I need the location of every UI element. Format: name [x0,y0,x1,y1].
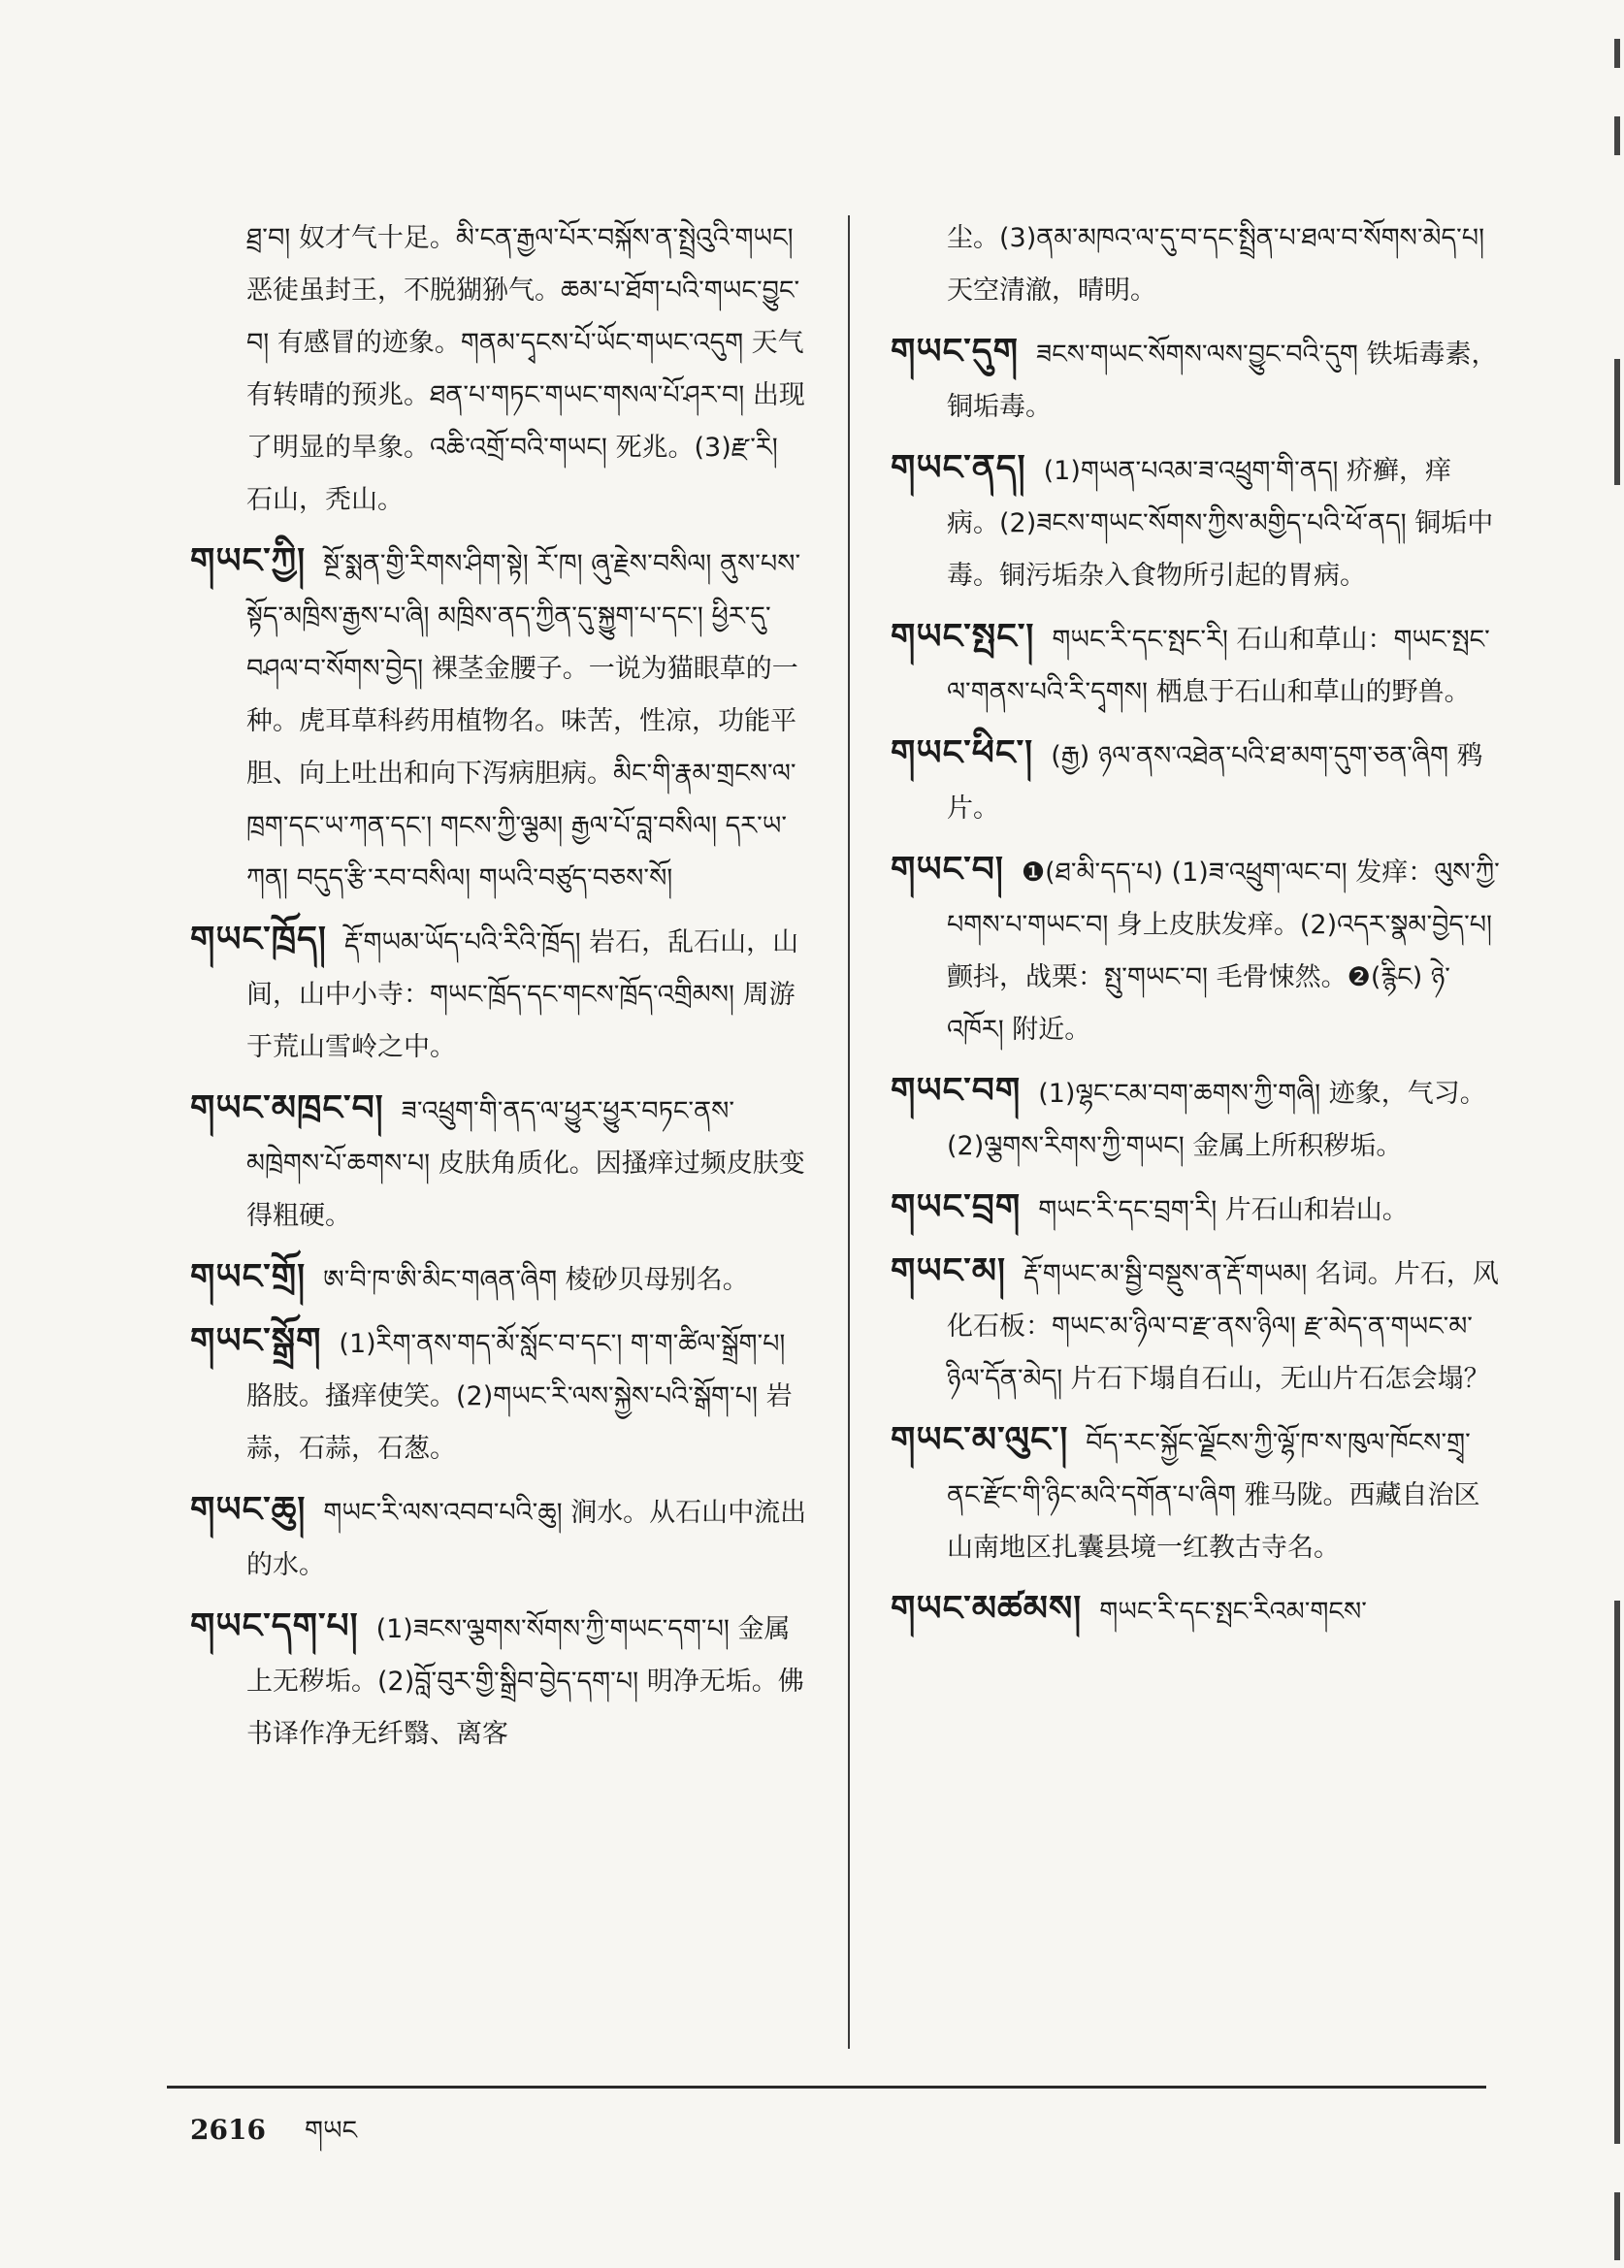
dictionary-entry [190,1315,811,1474]
dictionary-entry [190,1601,811,1760]
entry-headword: གཡང་མ། [891,1251,1007,1291]
right-column [891,211,1502,1647]
dictionary-entry [190,211,811,526]
entry-text: (རྒྱ) ཉལ་ནས་འཐེན་པའི་ཐ་མག་དུག་ཅན་ཞིག 鸦片。 [947,741,1483,824]
entry-headword: གཡང་དག་པ། [190,1606,359,1646]
dictionary-entry [891,1246,1502,1405]
scan-mark [1614,2192,1620,2260]
dictionary-entry [190,535,811,904]
entry-text: ཟ་འཕྲུག་གི་ནད་ལ་ཕྱུར་ཕྱུར་བཏང་ནས་མཁྲེགས་པོ་ཆགས་པ། 皮肤角质化。因搔痒过频皮肤变得粗硬。 [246,1096,805,1231]
dictionary-entry [891,611,1502,718]
entry-headword: གཡང་སྒྲོག [190,1321,322,1361]
dictionary-entry [891,844,1502,1055]
scan-mark [1614,39,1620,68]
entry-headword: གཡང་བག [891,1071,1022,1111]
entry-headword: གཡང་བ། [891,850,1004,890]
entry-headword: གཡང་གྲོ། [190,1257,307,1297]
entry-text: (1)ཟངས་ལྕགས་སོགས་ཀྱི་གཡང་དག་པ། 金属上无秽垢。(2)བློ་བུར་གྱི་སྒྲིབ་བྱེད་དག་པ། 明净无垢。佛书译作净无纤翳、离客 [246,1614,804,1749]
entry-text: ཟངས་གཡང་སོགས་ལས་བྱུང་བའི་དུག 铁垢毒素，铜垢毒。 [947,340,1498,422]
scan-mark [1614,1601,1620,2144]
entry-headword: གཡང་ཆུ། [190,1490,307,1530]
scan-mark [1614,116,1620,155]
entry-headword: གཡང་ཕིང་། [891,733,1034,773]
entry-text: སྔོ་སྨན་གྱི་རིགས་ཤིག་སྟེ། རོ་ཁ། ཞུ་རྗེས་བསིལ། ནུས་པས་སྟོད་མཁྲིས་རྒྱས་པ་ཞི། མཁྲིས་ནད་ཀྱིན་དུ་སྐྱུག་པ་དང་། ཕྱིར་དུ་བཤལ་བ་སོགས་བྱེད། 裸茎金腰子。一说为猫眼草的一种。虎耳草科药用植物名。味苦，性凉，功能平胆、向上吐出和向下泻病胆病。མིང་གི་རྣམ་གྲངས་ལ་ཁྲག་དང་ཡ་ཀན་དང་། གངས་ཀྱི་ལྕམ། རྒྱལ་པོ་བླ་བསིལ། དར་ཡ་ཀན། བདུད་རྩི་རབ་བསིལ། གཡའི་བཙུད་བཅས་སོ། [246,549,801,893]
dictionary-entry [190,914,811,1073]
entry-text: གཡང་རི་ལས་འབབ་པའི་ཆུ། 涧水。从石山中流出的水。 [246,1498,807,1580]
page-number: 2616 [190,2114,266,2146]
entry-headword: གཡང་མ་ལུང་། [891,1420,1069,1460]
entry-text: ཨ་བི་ཁ་ཨི་མིང་གཞན་ཞིག 棱砂贝母别名。 [323,1265,749,1295]
entry-headword: གཡང་ཁྲོད། [190,920,327,959]
entry-headword: གཡང་མཚམས། [891,1589,1083,1629]
entry-headword: གཡང་མཁྲང་བ། [190,1088,384,1128]
entry-headword: གཡང་སྤང་། [891,617,1035,657]
dictionary-entry [190,1484,811,1591]
entry-headword: གཡང་ཀྱི། [190,541,307,581]
dictionary-entry [891,1414,1502,1573]
entry-text: བོད་རང་སྐྱོང་ལྗོངས་ཀྱི་ལྷོ་ཁ་ས་ཁུལ་ཁོངས་གྲྭ་ནང་རྫོང་གི་ཉིང་མའི་དགོན་པ་ཞིག 雅马陇。西藏自治区山南地区扎囊县境一红教古寺名。 [947,1428,1480,1563]
entry-text: (1)རིག་ནས་གད་མོ་སློང་བ་དང་། ག་ག་ཚིལ་སྒྲོག་པ། 胳肢。搔痒使笑。(2)གཡང་རི་ལས་སྐྱེས་པའི་སྒོག་པ། 岩蒜，石蒜，石葱。 [246,1329,793,1464]
entry-text: ཐྲ་བ། 奴才气十足。མི་ངན་རྒྱལ་པོར་བསྐོས་ན་སྤྲེའུའི་གཡང། 恶徒虽封王，不脱猢狲气。ཆམ་པ་ཐོག་པའི་གཡང་བྱུང་བ། 有感冒的迹象。གནམ་དྭངས་པོ་ཡོང་གཡང་འདུག 天气有转晴的预兆。ཐན་པ་གཏང་གཡང་གསལ་པོ་ཤར་བ། 出现了明显的旱象。འཆི་འགྲོ་བའི་གཡང། 死兆。(3)རྫ་རི། 石山，秃山。 [246,223,805,515]
footer-rule [167,2086,1486,2089]
entry-text: ❶(ཐ་མི་དད་པ) (1)ཟ་འཕྲུག་ལང་བ། 发痒：ལུས་ཀྱི་པགས་པ་གཡང་བ། 身上皮肤发痒。(2)འདར་སྣམ་བྱེད་པ། 颤抖，战栗：སྤུ་གཡང་བ། 毛骨悚然。❷(རྙིང) ཉེ་འཁོར། 附近。 [947,858,1500,1045]
dictionary-entry [891,326,1502,433]
left-column [190,211,811,1769]
dictionary-entry [891,1065,1502,1172]
dictionary-entry [891,1182,1502,1236]
dictionary-entry [190,1083,811,1242]
entry-text: (1)གཡན་པའམ་ཟ་འཕྲུག་གི་ནད། 疥癣，痒病。(2)ཟངས་གཡང་སོགས་ཀྱིས་མགྱིད་པའི་ཕོ་ནད། 铜垢中毒。铜污垢杂入食物所引起的胃病。 [947,456,1494,591]
dictionary-entry [891,1583,1502,1637]
column-divider [848,215,850,2049]
page-footer [190,2101,357,2175]
running-head: གཡང [304,2116,358,2146]
entry-text: གཡང་རི་དང་བྲག་རི། 片石山和岩山。 [1038,1195,1409,1225]
entry-headword: གཡང་བྲག [891,1187,1022,1227]
scan-mark [1614,359,1620,485]
entry-text: གཡང་རི་དང་སྤང་རིའམ་གངས་ [1099,1597,1367,1627]
dictionary-entry [190,1251,811,1306]
dictionary-entry [891,211,1502,316]
entry-headword: གཡང་དུག [891,332,1019,372]
entry-text: (1)ལྷང་ངམ་བག་ཆགས་ཀྱི་གཞི། 迹象，气习。(2)ལྕགས་རིགས་ཀྱི་གཡང། 金属上所积秽垢。 [947,1079,1486,1161]
entry-headword: གཡང་ནད། [891,448,1026,488]
scan-edge-marks [1605,0,1624,2268]
dictionary-entry [891,728,1502,834]
entry-text: རྡོ་གཡམ་ཡོད་པའི་རིའི་ཁྲོད། 岩石，乱石山，山间，山中小寺：གཡང་ཁྲོད་དང་གངས་ཁྲོད་འགྲིམས། 周游于荒山雪岭之中。 [246,927,799,1062]
entry-text: རྡོ་གཡང་མ་སྦྱི་བསྡུས་ན་རྡོ་གཡམ། 名词。片石，风化石板：གཡང་མ་ཉིལ་བ་རྫ་ནས་ཉིལ། རྫ་མེད་ན་གཡང་མ་ཉིལ་དོན་མེད། 片石下塌自石山，无山片石怎会塌？ [947,1259,1499,1394]
entry-text: 尘。(3)ནམ་མཁའ་ལ་དུ་བ་དང་སྤྲིན་པ་ཐལ་བ་སོགས་མེད་པ། 天空清澈，晴明。 [947,223,1485,306]
dictionary-entry [891,442,1502,601]
entry-text: གཡང་རི་དང་སྤང་རི། 石山和草山：གཡང་སྤང་ལ་གནས་པའི་རི་དྭགས། 栖息于石山和草山的野兽。 [947,625,1490,707]
